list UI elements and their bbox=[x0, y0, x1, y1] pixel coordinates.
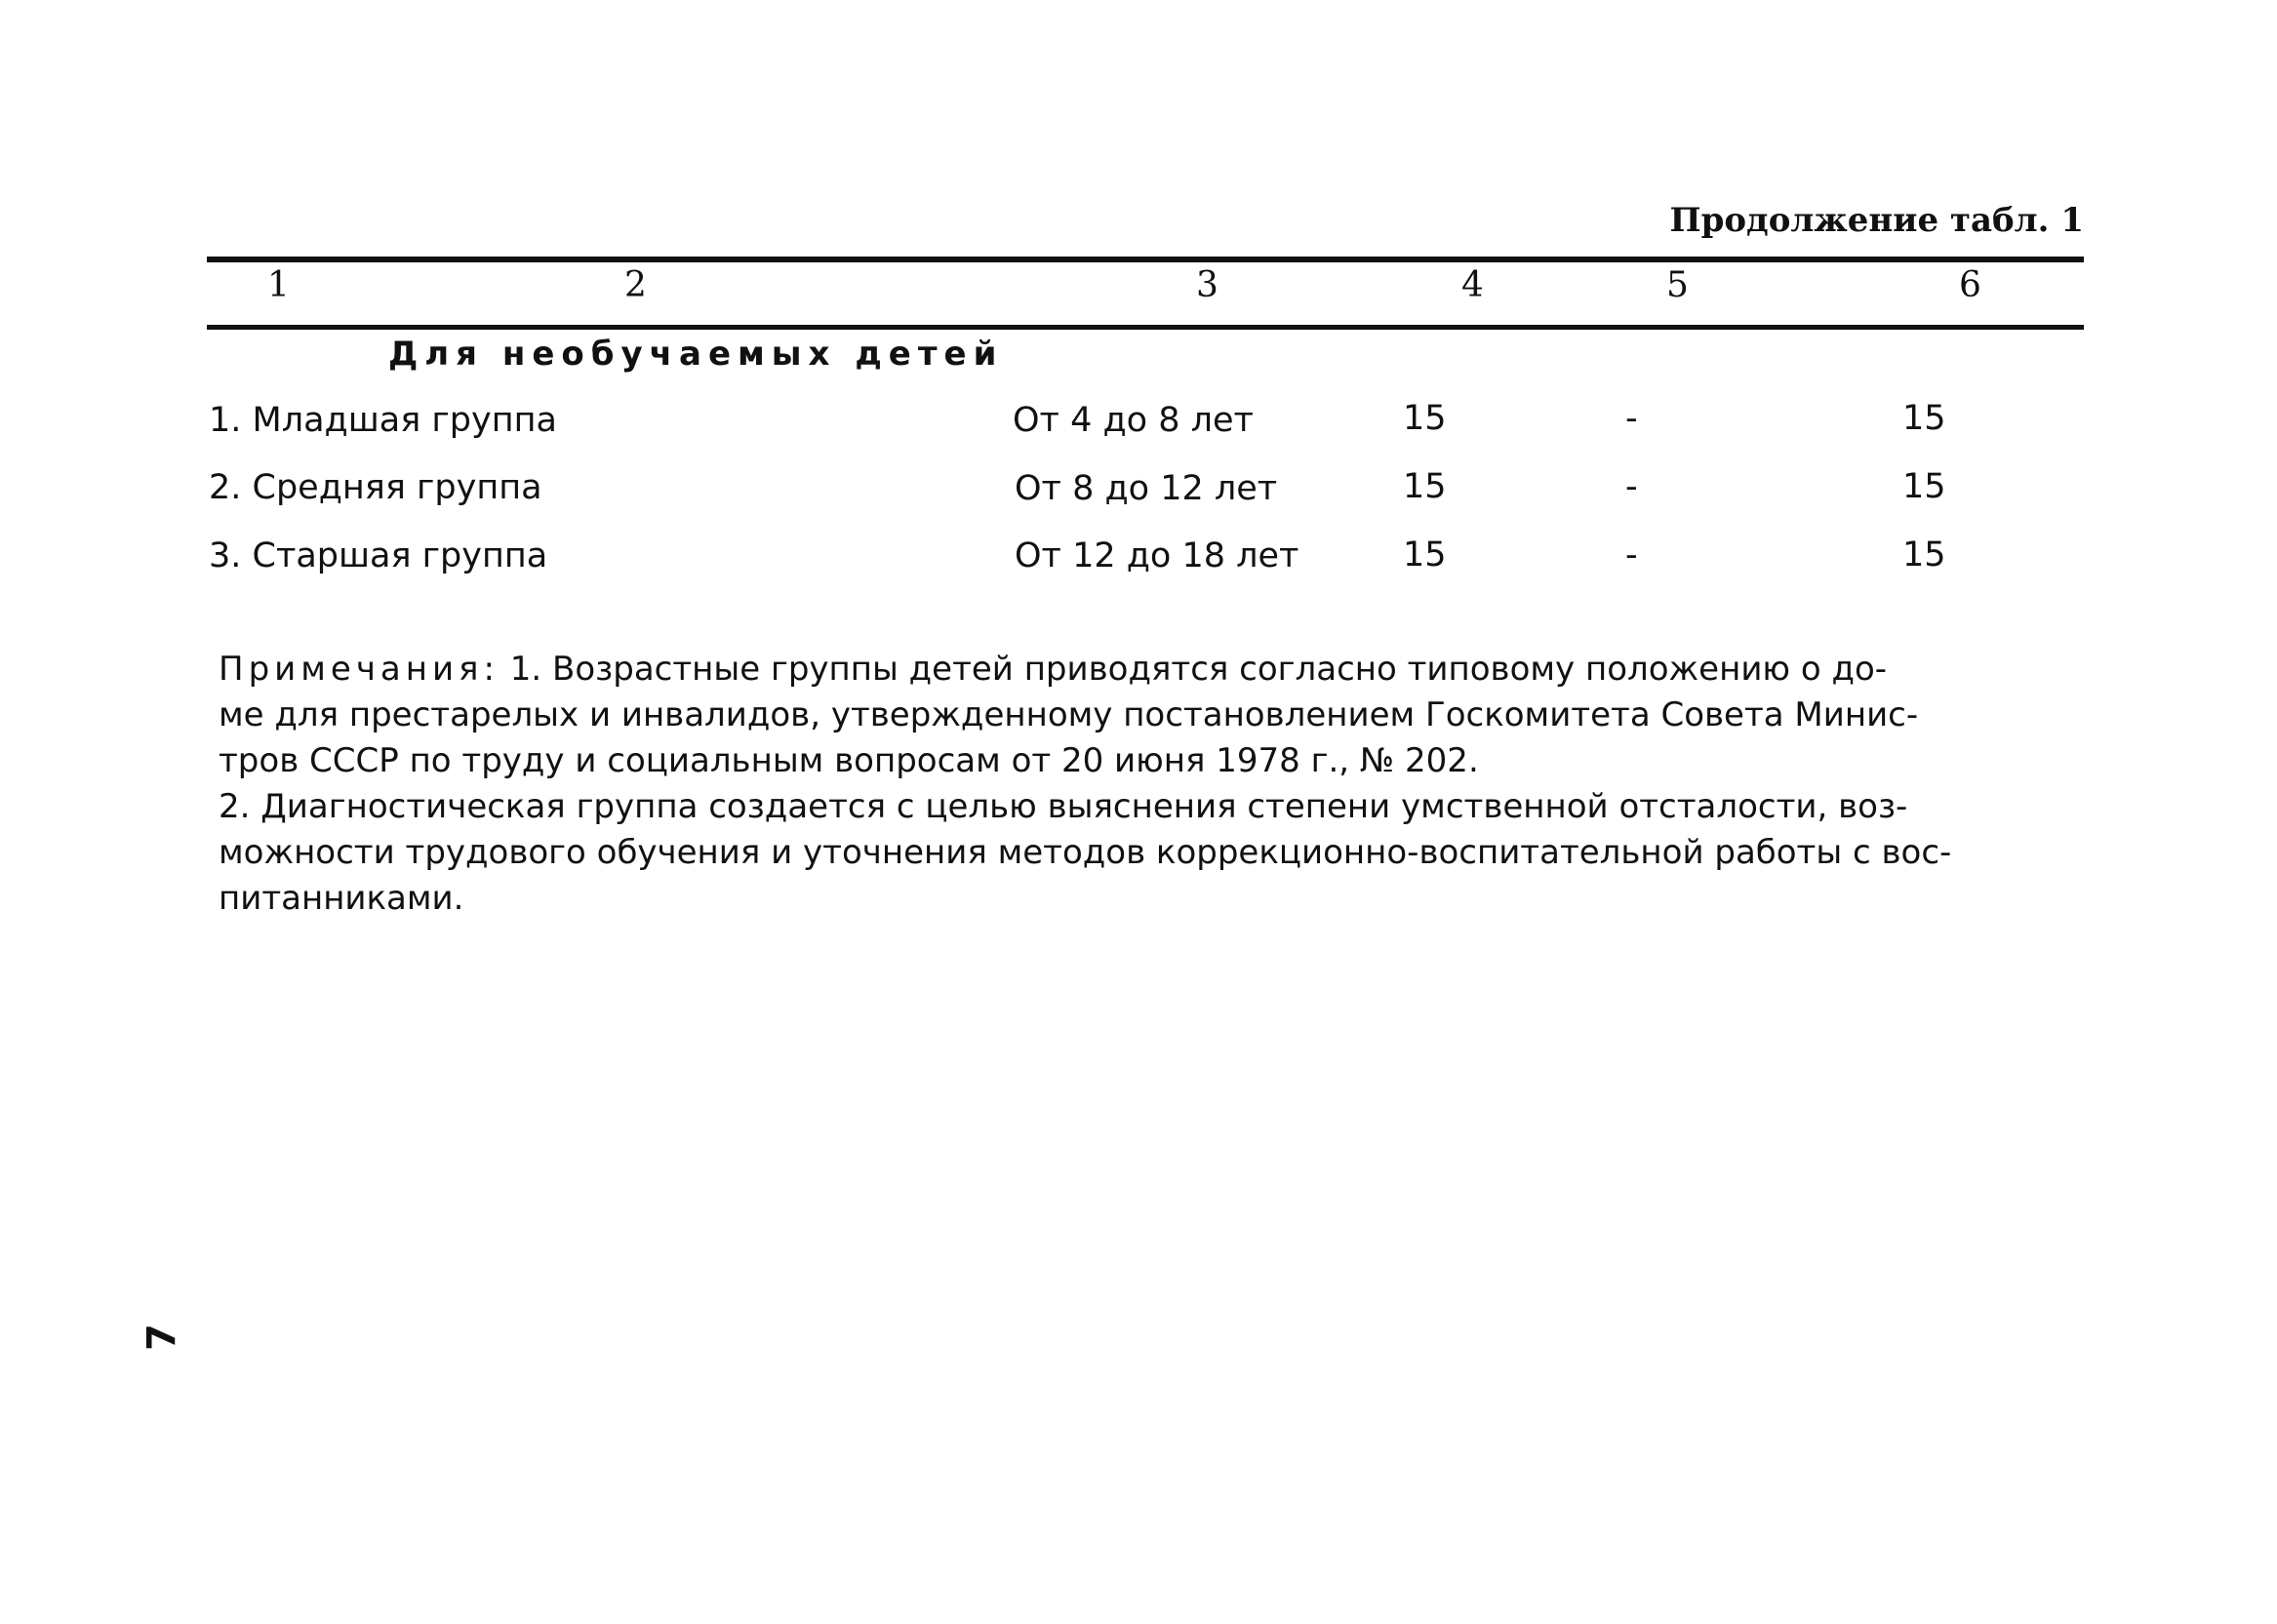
column-number-3: 3 bbox=[1196, 265, 1218, 305]
column-number-2: 2 bbox=[624, 265, 647, 305]
table-continuation-label: Продолжение табл. 1 bbox=[1669, 201, 2084, 240]
row-2-col4: 15 bbox=[1403, 467, 1447, 506]
row-1-col4: 15 bbox=[1403, 399, 1447, 438]
row-3-col5: - bbox=[1625, 535, 1638, 574]
row-2-age-range: От 8 до 12 лет bbox=[1015, 469, 1278, 508]
row-1-col5: - bbox=[1625, 399, 1638, 438]
page-number: 7 bbox=[139, 1324, 184, 1351]
notes-block bbox=[219, 647, 2082, 922]
row-3-age-range: От 12 до 18 лет bbox=[1015, 536, 1299, 575]
note-line-3: тров СССР по труду и социальным вопросам от 20 июня 1978 г., № 202. bbox=[219, 741, 1479, 780]
note-line-6: питанниками. bbox=[219, 879, 464, 918]
note-1-text-a: 1. Возрастные группы детей приводятся согласно типовому положению о до- bbox=[509, 650, 1888, 689]
column-number-6: 6 bbox=[1959, 265, 1981, 305]
note-line-5: можности трудового обучения и уточнения методов коррекционно-воспитательной работы с вос- bbox=[219, 833, 1952, 872]
row-3-col6: 15 bbox=[1902, 535, 1946, 574]
table-top-rule bbox=[207, 257, 2084, 262]
note-line-4: 2. Диагностическая группа создается с целью выяснения степени умственной отсталости, воз- bbox=[219, 787, 1908, 826]
column-number-4: 4 bbox=[1461, 265, 1484, 305]
row-2-group-name: 2. Средняя группа bbox=[209, 468, 542, 507]
row-1-group-name: 1. Младшая группа bbox=[209, 401, 557, 440]
notes-label: Примечания: bbox=[219, 650, 499, 689]
row-3-group-name: 3. Старшая группа bbox=[209, 536, 548, 575]
section-title: Для необучаемых детей bbox=[388, 335, 1004, 374]
row-3-col4: 15 bbox=[1403, 535, 1447, 574]
table-header-rule bbox=[207, 325, 2084, 330]
note-line-1 bbox=[219, 647, 2082, 693]
note-line-2: ме для престарелых и инвалидов, утвержденному постановлением Госкомитета Совета Минис- bbox=[219, 695, 1919, 734]
column-number-1: 1 bbox=[267, 265, 290, 305]
row-2-col5: - bbox=[1625, 467, 1638, 506]
row-2-col6: 15 bbox=[1902, 467, 1946, 506]
row-1-col6: 15 bbox=[1902, 399, 1946, 438]
row-1-age-range: От 4 до 8 лет bbox=[1013, 401, 1254, 440]
column-number-5: 5 bbox=[1666, 265, 1689, 305]
